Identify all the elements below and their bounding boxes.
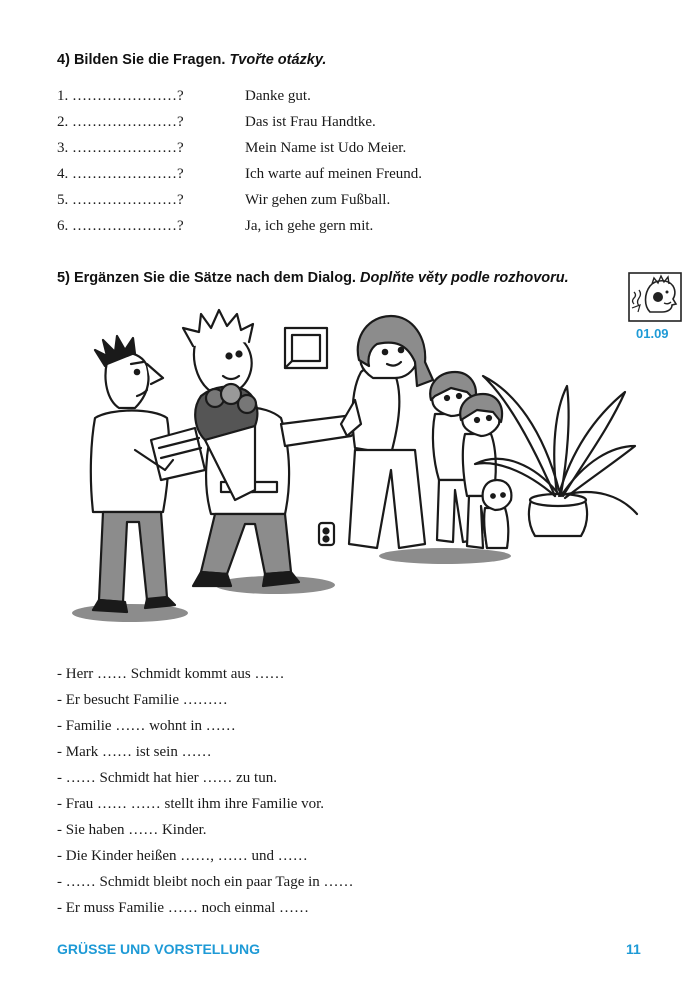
- sentence-line: - Familie …… wohnt in ……: [57, 718, 236, 734]
- sentence-line: - …… Schmidt bleibt noch ein paar Tage in ……: [57, 874, 354, 890]
- exercise-4-title-de: Bilden Sie die Fragen.: [73, 52, 226, 68]
- answer-text: Ich warte auf meinen Freund.: [245, 166, 423, 182]
- sentence-line: - Mark …… ist sein ……: [57, 744, 212, 760]
- question-blank: 3. …………………?: [57, 140, 184, 156]
- exercise-5-title-cz: Doplňte věty podle rozhovoru.: [360, 270, 569, 286]
- question-blank: 1. …………………?: [57, 88, 184, 104]
- exercise-5-title-de: Ergänzen Sie die Sätze nach dem Dialog.: [73, 270, 356, 286]
- answer-text: Wir gehen zum Fußball.: [245, 192, 391, 208]
- question-blank: 5. …………………?: [57, 192, 184, 208]
- family-greeting-illustration: [55, 300, 655, 635]
- question-blank: 4. …………………?: [57, 166, 184, 182]
- sentence-line: - Er muss Familie …… noch einmal ……: [57, 900, 310, 916]
- answer-text: Ja, ich gehe gern mit.: [245, 218, 374, 234]
- exercise-4-number: 4): [57, 52, 70, 68]
- footer-section-title: GRÜSSE UND VORSTELLUNG: [57, 941, 261, 957]
- sentence-line: - Die Kinder heißen ……, …… und ……: [57, 848, 308, 864]
- exercise-5-heading: [57, 270, 569, 286]
- exercise-4-heading: [57, 52, 326, 68]
- answer-text: Mein Name ist Udo Meier.: [245, 140, 407, 156]
- question-blank: 2. …………………?: [57, 114, 184, 130]
- question-blank: 6. …………………?: [57, 218, 184, 234]
- answer-text: Danke gut.: [245, 88, 311, 104]
- audio-track-number: 01.09: [636, 326, 669, 341]
- sentence-line: - Sie haben …… Kinder.: [57, 822, 207, 838]
- exercise-5-number: 5): [57, 270, 70, 286]
- sentence-line: - Frau …… …… stellt ihm ihre Familie vor.: [57, 796, 325, 812]
- sentence-line: - Herr …… Schmidt kommt aus ……: [57, 666, 285, 682]
- answer-text: Das ist Frau Handtke.: [245, 114, 376, 130]
- exercise-4-title-cz: Tvořte otázky.: [229, 52, 327, 68]
- page-number: 11: [626, 941, 641, 957]
- sentence-line: - …… Schmidt hat hier …… zu tun.: [57, 770, 277, 786]
- sentence-line: - Er besucht Familie ………: [57, 692, 228, 708]
